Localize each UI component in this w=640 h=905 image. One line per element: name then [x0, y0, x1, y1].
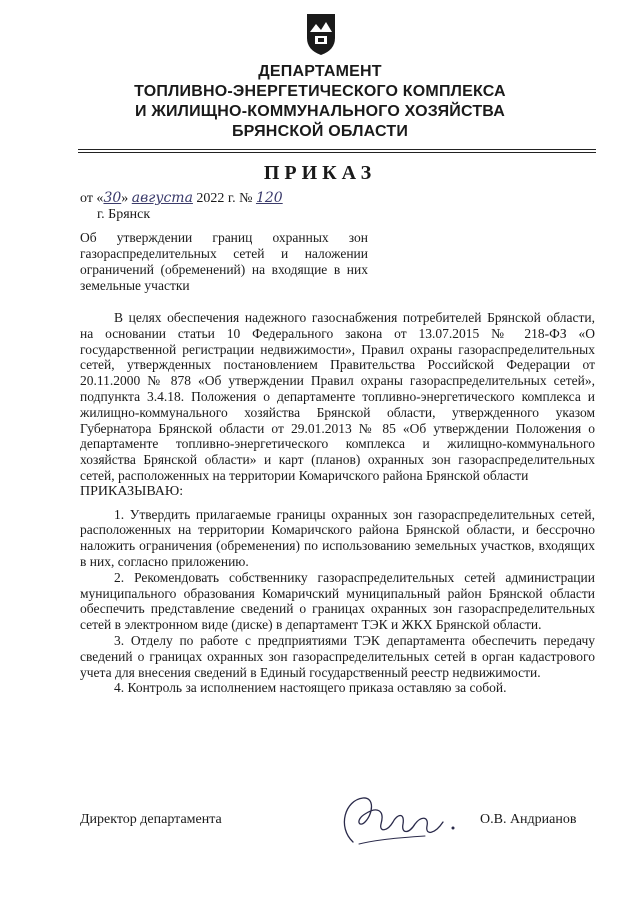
handwritten-signature [335, 792, 465, 850]
signer-name: О.В. Андрианов [480, 812, 577, 827]
date-number-line [80, 190, 283, 207]
order-word: ПРИКАЗЫВАЮ: [80, 483, 184, 499]
date-month: августа [131, 190, 193, 206]
order-item-4: 4. Контроль за исполнением настоящего приказа оставляю за собой. [114, 680, 507, 696]
date-year-number-label: 2022 г. № [196, 191, 253, 206]
document-body [80, 310, 595, 696]
department-line: ТОПЛИВНО-ЭНЕРГЕТИЧЕСКОГО КОМПЛЕКСА [134, 83, 506, 100]
header-divider-bottom [78, 152, 596, 153]
date-prefix: от « [80, 191, 104, 206]
coat-of-arms-icon [305, 12, 337, 56]
order-item-2: 2. Рекомендовать собственнику газораспределительных сетей администрации муниципального образования Комаричский муниципальный район Брянской области обеспечить представление сведений о границах охранных зон газораспределительных сетей в электронном виде (диске) в департамент ТЭК и ЖКХ Брянской области. [80, 569, 595, 633]
order-item-3: 3. Отделу по работе с предприятиями ТЭК департамента обеспечить передачу сведений о границах охранных зон газораспределительных сетей в орган кадастрового учета для внесения сведений в Единый государственный реестр недвижимости. [80, 632, 595, 680]
document-number: 120 [255, 190, 283, 206]
date-mid: » [121, 191, 129, 206]
header-divider-top [78, 149, 596, 150]
order-item-1: 1. Утвердить прилагаемые границы охранных зон газораспределительных сетей, расположенных на территории Комаричского района Брянской области, и бессрочно наложить ограничения (обременения) по использованию земельных участков, входящих в них, согласно приложению. [80, 506, 595, 569]
department-header [0, 62, 640, 142]
preamble-paragraph: В целях обеспечения надежного газоснабжения потребителей Брянской области, на основании статьи 10 Федерального закона от 13.07.2015 № 218-ФЗ «О государственной регистрации недвижимости», Правил охраны газораспределительных сетей, утвержденных постановлением Правительства Российской Федерации от 20.11.2000 № 878 «Об утверждении Правил охраны газораспределительных сетей», подпункта 3.4.18. Положения о департаменте топливно-энергетического комплекса и жилищно-коммунального хозяйства Брянской области, утвержденного указом Губернатора Брянской области от 29.01.2013 № 85 «Об утверждении Положения о департаменте топливно-энергетического комплекса и жилищно-коммунального хозяйства Брянской области» и карт (планов) охранных зон газораспределительных сетей, расположенных на территории Комаричского района Брянской области [80, 310, 595, 483]
department-line: БРЯНСКОЙ ОБЛАСТИ [231, 123, 409, 140]
document-title: ПРИКАЗ [263, 162, 377, 184]
department-line: И ЖИЛИЩНО-КОММУНАЛЬНОГО ХОЗЯЙСТВА [134, 103, 506, 120]
city: г. Брянск [97, 207, 151, 222]
department-line: ДЕПАРТАМЕНТ [258, 63, 382, 80]
document-subject: Об утверждении границ охранных зон газораспределительных сетей и наложении ограничений (обременений) на входящие в них земельные участки [80, 230, 368, 293]
signer-title: Директор департамента [80, 812, 222, 827]
date-day: 30 [103, 190, 122, 206]
